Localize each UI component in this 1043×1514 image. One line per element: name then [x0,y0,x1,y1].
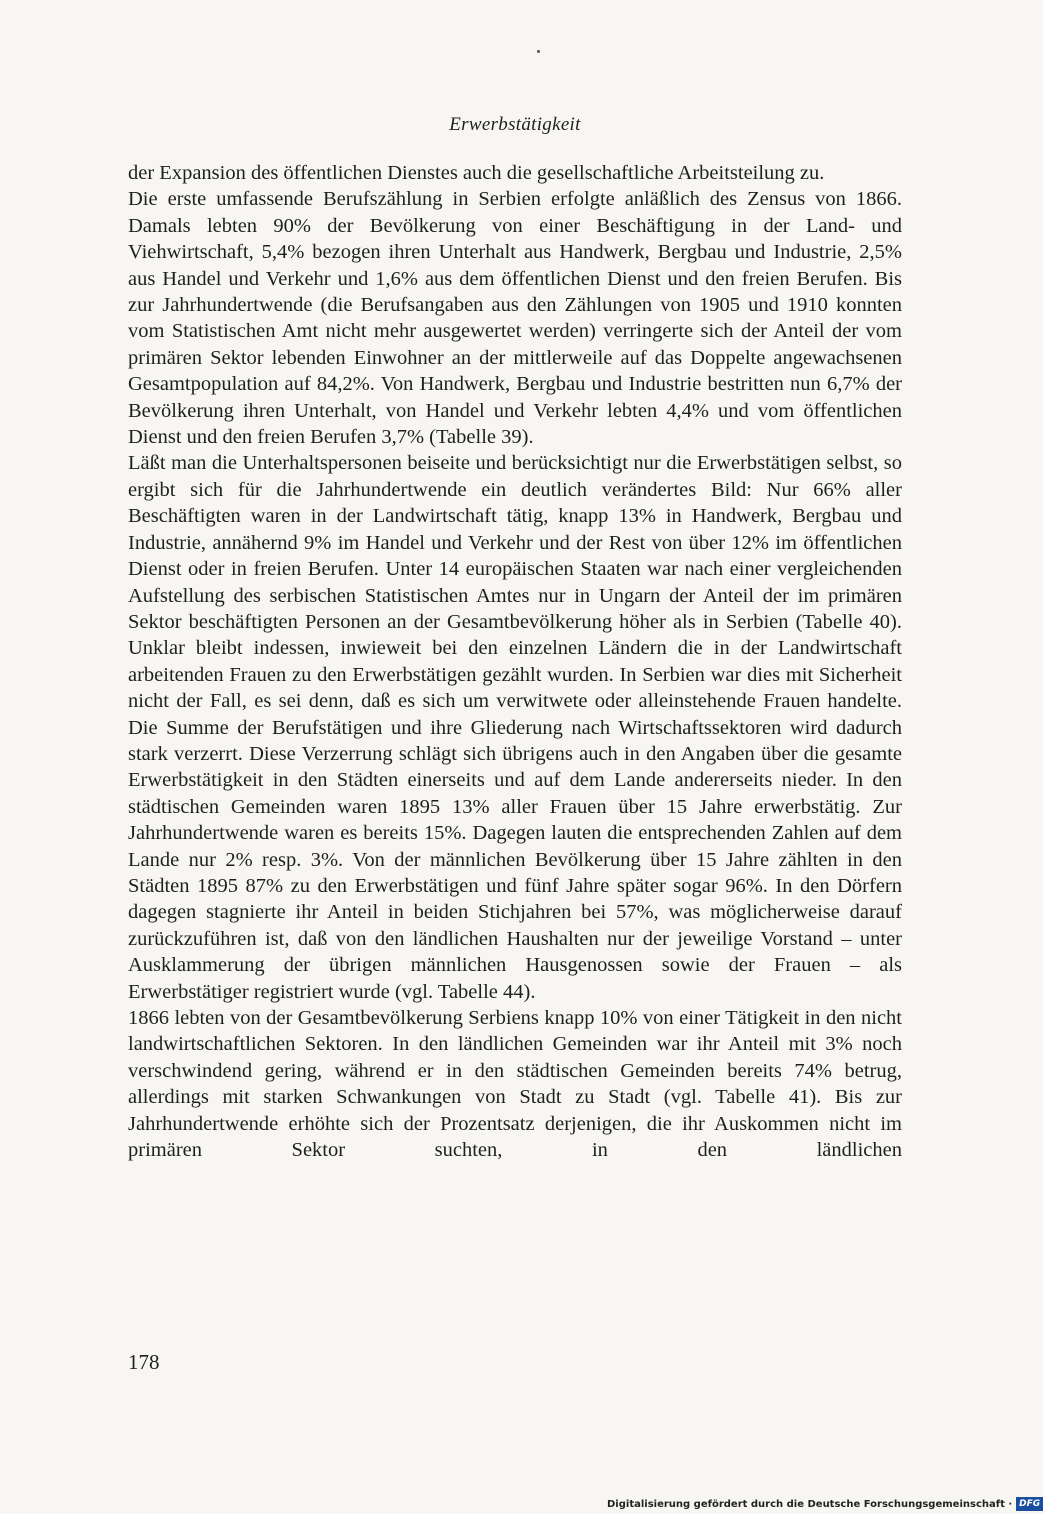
running-header: Erwerbstätigkeit [449,114,581,135]
paragraph-4: 1866 lebten von der Gesamtbevölkerung Serbiens knapp 10% von einer Tätigkeit in den nicht landwirtschaftlichen Sektoren. In den ländlichen Gemeinden war ihr Anteil mit 3% noch verschwindend gering, während er in den städtischen Gemeinden bereits 74% betrug, allerdings mit starken Schwankungen von Stadt zu Stadt (vgl. Tabelle 41). Bis zur Jahrhundertwende erhöhte sich der Prozentsatz derjenigen, die ihr Auskommen nicht im primären Sektor suchten, in den ländlichen [128,1007,902,1162]
paragraph-1: der Expansion des öffentlichen Dienstes auch die gesellschaftliche Arbeitsteilung zu. [128,162,825,184]
body-text [128,160,902,1163]
page-number: 178 [128,1350,160,1374]
digitization-footer [607,1496,1043,1512]
dfg-logo: DFG [1016,1497,1043,1511]
paragraph-2: Die erste umfassende Berufszählung in Serbien erfolgte anläßlich des Zensus von 1866. Damals lebten 90% der Bevölkerung von einer Beschäftigung in der Land- und Viehwirtschaft, 5,4% bezogen ihren Unterhalt aus Handwerk, Bergbau und Industrie, 2,5% aus Handel und Verkehr und 1,6% aus dem öffentlichen Dienst und den freien Berufen. Bis zur Jahrhundertwende (die Berufsangaben aus den Zählungen von 1905 und 1910 konnten vom Statistischen Amt nicht mehr ausgewertet werden) verringerte sich der Anteil der vom primären Sektor lebenden Einwohner an der mittlerweile auf das Doppelte angewachsenen Gesamtpopulation auf 84,2%. Von Handwerk, Bergbau und Industrie bestritten nun 6,7% der Bevölkerung ihren Unterhalt, von Handel und Verkehr lebten 4,4% und vom öffentlichen Dienst und den freien Berufen 3,7% (Tabelle 39). [128,188,902,449]
footer-text: Digitalisierung gefördert durch die Deutsche Forschungsgemeinschaft · [607,1498,1013,1510]
paragraph-3: Läßt man die Unterhaltspersonen beiseite und berücksichtigt nur die Erwerbstätigen selbst, so ergibt sich für die Jahrhundertwende ein deutlich verändertes Bild: Nur 66% aller Beschäftigten waren in der Landwirtschaft tätig, knapp 13% in Handwerk, Bergbau und Industrie, annähernd 9% im Handel und Verkehr und der Rest von über 12% im öffentlichen Dienst oder in freien Berufen. Unter 14 europäischen Staaten war nach einer vergleichenden Aufstellung des serbischen Statistischen Amtes nur in Ungarn der Anteil der im primären Sektor beschäftigten Personen an der Gesamtbevölkerung höher als in Serbien (Tabelle 40). Unklar bleibt indessen, inwieweit bei den einzelnen Ländern die in der Landwirtschaft arbeitenden Frauen zu den Erwerbstätigen gezählt wurden. In Serbien war dies mit Sicherheit nicht der Fall, es sei denn, daß es sich um verwitwete oder alleinstehende Frauen handelte. Die Summe der Berufstätigen und ihre Gliederung nach Wirtschaftssektoren wird dadurch stark verzerrt. Diese Verzerrung schlägt sich übrigens auch in den Angaben über die gesamte Erwerbstätigkeit in den Städten einerseits und auf dem Lande andererseits nieder. In den städtischen Gemeinden waren 1895 13% aller Frauen über 15 Jahre erwerbstätig. Zur Jahrhundertwende waren es bereits 15%. Dagegen lauten die entsprechenden Zahlen auf dem Lande nur 2% resp. 3%. Von der männlichen Bevölkerung über 15 Jahre zählten in den Städten 1895 87% zu den Erwerbstätigen und fünf Jahre später sogar 96%. In den Dörfern dagegen stagnierte ihr Anteil in beiden Stichjahren bei 57%, was möglicherweise darauf zurückzuführen ist, daß von den ländlichen Haushalten nur der jeweilige Vorstand – unter Ausklammerung der übrigen männlichen Hausgenossen sowie der Frauen – als Erwerbstätiger registriert wurde (vgl. Tabelle 44). [128,452,902,1003]
scan-speck [537,50,540,53]
